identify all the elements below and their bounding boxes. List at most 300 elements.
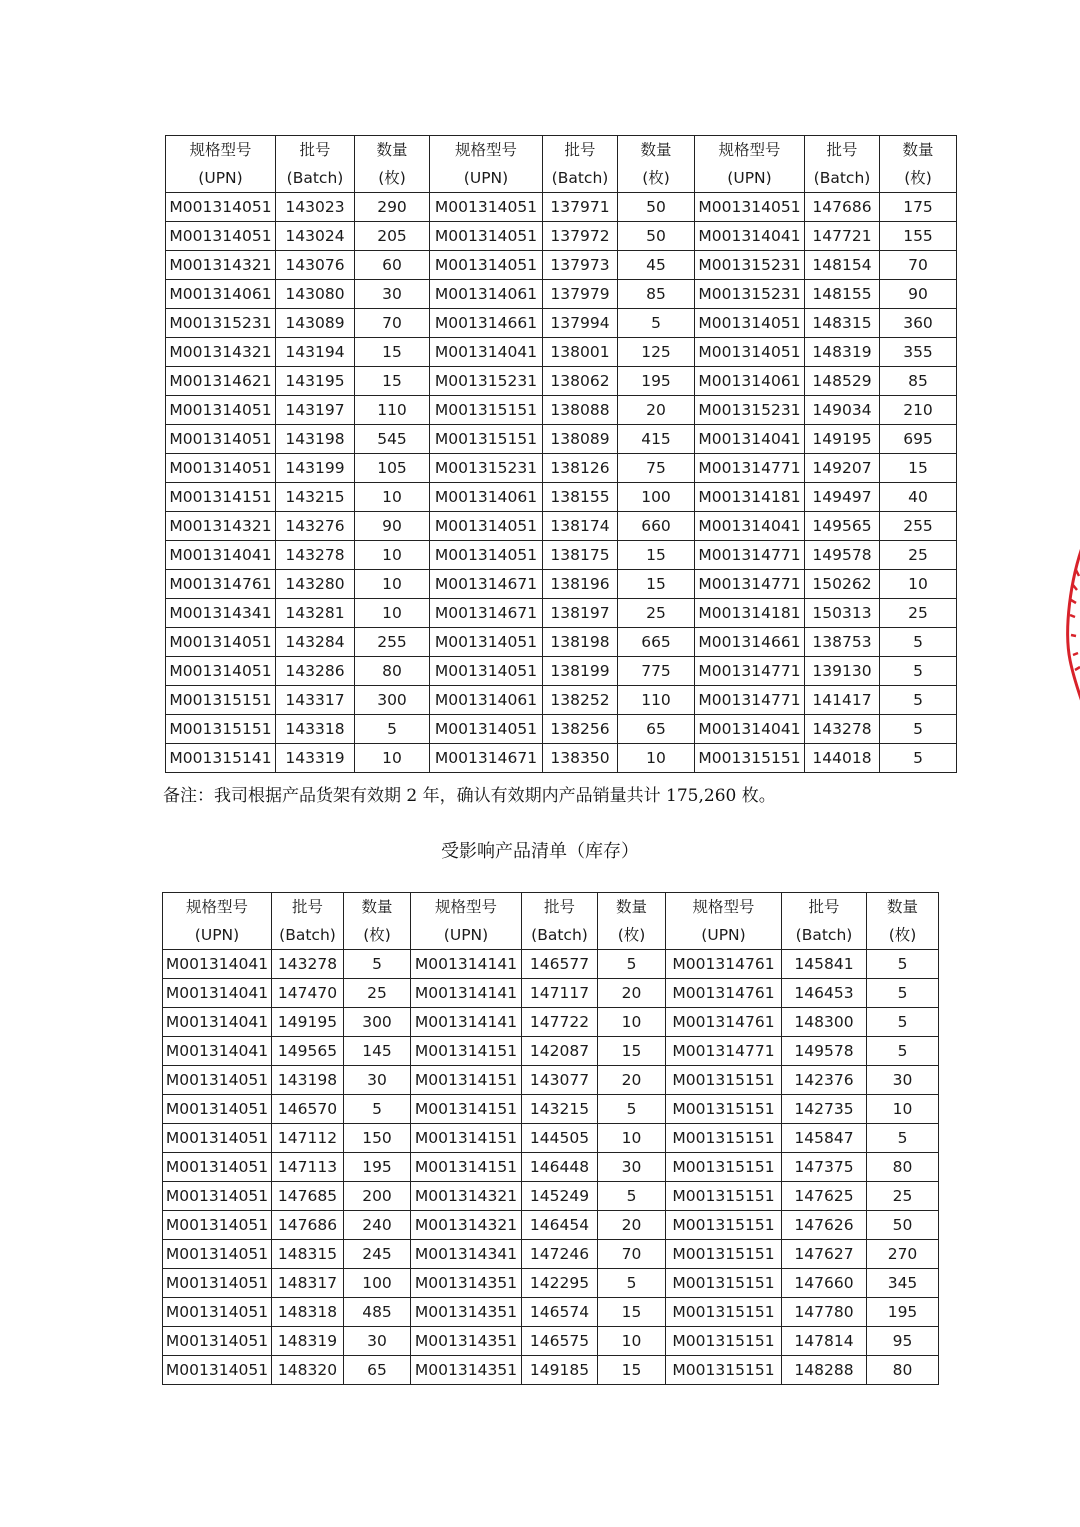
qty-cell: 65: [618, 715, 695, 744]
upn-cell: M001314761: [666, 1008, 782, 1037]
col-header-upn: 规格型号 (UPN): [163, 893, 272, 950]
qty-cell: 15: [598, 1037, 666, 1066]
batch-cell: 142735: [782, 1095, 867, 1124]
upn-cell: M001315151: [666, 1066, 782, 1095]
qty-cell: 10: [867, 1095, 939, 1124]
upn-cell: M001315151: [666, 1356, 782, 1385]
qty-cell: 10: [355, 570, 430, 599]
upn-cell: M001315151: [166, 686, 276, 715]
batch-cell: 143024: [276, 222, 355, 251]
table-row: [163, 1211, 939, 1240]
qty-cell: 665: [618, 628, 695, 657]
upn-cell: M001315231: [695, 280, 805, 309]
upn-cell: M001314771: [695, 686, 805, 715]
qty-cell: 85: [618, 280, 695, 309]
batch-cell: 143280: [276, 570, 355, 599]
qty-cell: 10: [880, 570, 957, 599]
upn-cell: M001314671: [430, 744, 543, 773]
qty-cell: 195: [618, 367, 695, 396]
batch-cell: 138256: [543, 715, 618, 744]
batch-cell: 143076: [276, 251, 355, 280]
qty-cell: 695: [880, 425, 957, 454]
upn-cell: M001314321: [166, 512, 276, 541]
batch-cell: 138753: [805, 628, 880, 657]
qty-cell: 15: [355, 338, 430, 367]
batch-cell: 148319: [805, 338, 880, 367]
qty-cell: 20: [598, 979, 666, 1008]
sales-table-body: [166, 193, 957, 773]
table-row: [163, 1182, 939, 1211]
table-row: [166, 454, 957, 483]
qty-cell: 5: [618, 309, 695, 338]
upn-cell: M001314051: [163, 1240, 272, 1269]
upn-cell: M001314041: [430, 338, 543, 367]
upn-cell: M001315151: [430, 425, 543, 454]
batch-cell: 147627: [782, 1240, 867, 1269]
upn-cell: M001314051: [163, 1356, 272, 1385]
qty-cell: 5: [598, 1095, 666, 1124]
qty-cell: 50: [618, 222, 695, 251]
qty-cell: 660: [618, 512, 695, 541]
upn-cell: M001314051: [430, 251, 543, 280]
batch-cell: 138252: [543, 686, 618, 715]
upn-cell: M001314761: [666, 979, 782, 1008]
upn-cell: M001314661: [430, 309, 543, 338]
col-header-qty: 数量 (枚): [880, 136, 957, 193]
qty-cell: 15: [618, 541, 695, 570]
batch-cell: 143195: [276, 367, 355, 396]
qty-cell: 10: [355, 599, 430, 628]
upn-cell: M001314761: [666, 950, 782, 979]
table-row: [163, 950, 939, 979]
table-row: [163, 1066, 939, 1095]
batch-cell: 148154: [805, 251, 880, 280]
upn-cell: M001314051: [695, 193, 805, 222]
qty-cell: 360: [880, 309, 957, 338]
upn-cell: M001314051: [430, 628, 543, 657]
batch-cell: 146454: [522, 1211, 598, 1240]
upn-cell: M001314771: [695, 570, 805, 599]
qty-cell: 195: [867, 1298, 939, 1327]
upn-cell: M001314051: [163, 1095, 272, 1124]
col-header-qty: 数量 (枚): [355, 136, 430, 193]
col-header-upn: 规格型号 (UPN): [666, 893, 782, 950]
batch-cell: 147721: [805, 222, 880, 251]
inventory-table: [162, 892, 939, 1385]
qty-cell: 90: [355, 512, 430, 541]
upn-cell: M001314061: [695, 367, 805, 396]
batch-cell: 138089: [543, 425, 618, 454]
upn-cell: M001314351: [411, 1356, 522, 1385]
upn-cell: M001314771: [695, 657, 805, 686]
upn-cell: M001314041: [695, 425, 805, 454]
upn-cell: M001314351: [411, 1327, 522, 1356]
qty-cell: 45: [618, 251, 695, 280]
col-header-upn: 规格型号 (UPN): [166, 136, 276, 193]
batch-cell: 143198: [272, 1066, 344, 1095]
batch-cell: 143198: [276, 425, 355, 454]
batch-cell: 149565: [272, 1037, 344, 1066]
upn-cell: M001314051: [430, 715, 543, 744]
upn-cell: M001314051: [163, 1211, 272, 1240]
batch-cell: 143278: [276, 541, 355, 570]
col-header-batch: 批号 (Batch): [272, 893, 344, 950]
qty-cell: 30: [355, 280, 430, 309]
upn-cell: M001314051: [163, 1182, 272, 1211]
batch-cell: 143278: [805, 715, 880, 744]
table-row: [166, 193, 957, 222]
batch-cell: 144018: [805, 744, 880, 773]
batch-cell: 149034: [805, 396, 880, 425]
inventory-table-body: [163, 950, 939, 1385]
upn-cell: M001314141: [411, 1008, 522, 1037]
upn-cell: M001315231: [695, 396, 805, 425]
qty-cell: 30: [344, 1327, 411, 1356]
batch-cell: 143317: [276, 686, 355, 715]
upn-cell: M001314351: [411, 1269, 522, 1298]
qty-cell: 255: [355, 628, 430, 657]
qty-cell: 5: [598, 950, 666, 979]
table-row: [163, 1153, 939, 1182]
qty-cell: 15: [355, 367, 430, 396]
batch-cell: 143077: [522, 1066, 598, 1095]
upn-cell: M001314151: [166, 483, 276, 512]
batch-cell: 149207: [805, 454, 880, 483]
qty-cell: 25: [880, 599, 957, 628]
batch-cell: 145841: [782, 950, 867, 979]
upn-cell: M001314181: [695, 483, 805, 512]
upn-cell: M001314341: [166, 599, 276, 628]
upn-cell: M001314051: [163, 1124, 272, 1153]
table-row: [166, 715, 957, 744]
upn-cell: M001315151: [666, 1269, 782, 1298]
batch-cell: 141417: [805, 686, 880, 715]
upn-cell: M001314051: [430, 222, 543, 251]
qty-cell: 200: [344, 1182, 411, 1211]
batch-cell: 138062: [543, 367, 618, 396]
upn-cell: M001314051: [695, 309, 805, 338]
table-row: [166, 570, 957, 599]
batch-cell: 138001: [543, 338, 618, 367]
inventory-table-header: [163, 893, 939, 950]
qty-cell: 195: [344, 1153, 411, 1182]
qty-cell: 70: [355, 309, 430, 338]
qty-cell: 5: [880, 744, 957, 773]
seal-ring: [1068, 542, 1080, 708]
table-row: [166, 512, 957, 541]
upn-cell: M001314761: [166, 570, 276, 599]
batch-cell: 147375: [782, 1153, 867, 1182]
upn-cell: M001314621: [166, 367, 276, 396]
qty-cell: 355: [880, 338, 957, 367]
upn-cell: M001314041: [163, 950, 272, 979]
batch-cell: 143319: [276, 744, 355, 773]
batch-cell: 138175: [543, 541, 618, 570]
qty-cell: 775: [618, 657, 695, 686]
upn-cell: M001314771: [695, 454, 805, 483]
col-header-batch: 批号 (Batch): [522, 893, 598, 950]
batch-cell: 147113: [272, 1153, 344, 1182]
upn-cell: M001314351: [411, 1298, 522, 1327]
batch-cell: 149565: [805, 512, 880, 541]
batch-cell: 147117: [522, 979, 598, 1008]
upn-cell: M001314671: [430, 599, 543, 628]
batch-cell: 143215: [276, 483, 355, 512]
batch-cell: 137971: [543, 193, 618, 222]
upn-cell: M001314341: [411, 1240, 522, 1269]
batch-cell: 149578: [805, 541, 880, 570]
table-row: [166, 222, 957, 251]
table-row: [166, 628, 957, 657]
qty-cell: 60: [355, 251, 430, 280]
upn-cell: M001314051: [166, 425, 276, 454]
batch-cell: 143281: [276, 599, 355, 628]
upn-cell: M001315141: [166, 744, 276, 773]
batch-cell: 148315: [272, 1240, 344, 1269]
batch-cell: 145847: [782, 1124, 867, 1153]
batch-cell: 143215: [522, 1095, 598, 1124]
upn-cell: M001315151: [695, 744, 805, 773]
upn-cell: M001314771: [666, 1037, 782, 1066]
qty-cell: 110: [618, 686, 695, 715]
table-row: [166, 425, 957, 454]
upn-cell: M001314661: [695, 628, 805, 657]
upn-cell: M001314051: [163, 1298, 272, 1327]
qty-cell: 100: [618, 483, 695, 512]
qty-cell: 10: [598, 1327, 666, 1356]
qty-cell: 485: [344, 1298, 411, 1327]
table-row: [163, 1124, 939, 1153]
upn-cell: M001314041: [695, 512, 805, 541]
qty-cell: 85: [880, 367, 957, 396]
table-row: [166, 251, 957, 280]
table-row: [163, 1008, 939, 1037]
qty-cell: 210: [880, 396, 957, 425]
batch-cell: 147625: [782, 1182, 867, 1211]
batch-cell: 149195: [805, 425, 880, 454]
batch-cell: 149195: [272, 1008, 344, 1037]
upn-cell: M001315151: [666, 1240, 782, 1269]
table-row: [166, 744, 957, 773]
upn-cell: M001314151: [411, 1124, 522, 1153]
qty-cell: 5: [344, 950, 411, 979]
upn-cell: M001314051: [695, 338, 805, 367]
qty-cell: 5: [867, 979, 939, 1008]
qty-cell: 100: [344, 1269, 411, 1298]
qty-cell: 20: [618, 396, 695, 425]
upn-cell: M001315151: [666, 1327, 782, 1356]
qty-cell: 300: [344, 1008, 411, 1037]
batch-cell: 138197: [543, 599, 618, 628]
table-row: [163, 979, 939, 1008]
batch-cell: 148529: [805, 367, 880, 396]
batch-cell: 149497: [805, 483, 880, 512]
col-header-batch: 批号 (Batch): [805, 136, 880, 193]
col-header-batch: 批号 (Batch): [276, 136, 355, 193]
upn-cell: M001314051: [163, 1066, 272, 1095]
qty-cell: 155: [880, 222, 957, 251]
batch-cell: 147686: [272, 1211, 344, 1240]
batch-cell: 146570: [272, 1095, 344, 1124]
batch-cell: 143284: [276, 628, 355, 657]
batch-cell: 137972: [543, 222, 618, 251]
qty-cell: 75: [618, 454, 695, 483]
batch-cell: 149578: [782, 1037, 867, 1066]
batch-cell: 143194: [276, 338, 355, 367]
qty-cell: 145: [344, 1037, 411, 1066]
batch-cell: 146577: [522, 950, 598, 979]
batch-cell: 138088: [543, 396, 618, 425]
upn-cell: M001314051: [430, 193, 543, 222]
upn-cell: M001314321: [166, 338, 276, 367]
table-row: [166, 686, 957, 715]
qty-cell: 245: [344, 1240, 411, 1269]
upn-cell: M001314041: [166, 541, 276, 570]
sales-table-header: [166, 136, 957, 193]
upn-cell: M001314181: [695, 599, 805, 628]
batch-cell: 138199: [543, 657, 618, 686]
batch-cell: 147686: [805, 193, 880, 222]
table-row: [163, 1298, 939, 1327]
table-row: [163, 1037, 939, 1066]
upn-cell: M001315151: [166, 715, 276, 744]
qty-cell: 5: [344, 1095, 411, 1124]
qty-cell: 110: [355, 396, 430, 425]
qty-cell: 10: [355, 744, 430, 773]
qty-cell: 175: [880, 193, 957, 222]
batch-cell: 147780: [782, 1298, 867, 1327]
qty-cell: 5: [867, 1037, 939, 1066]
qty-cell: 50: [867, 1211, 939, 1240]
upn-cell: M001315151: [666, 1182, 782, 1211]
upn-cell: M001314041: [163, 1037, 272, 1066]
qty-cell: 5: [355, 715, 430, 744]
qty-cell: 30: [867, 1066, 939, 1095]
qty-cell: 10: [598, 1124, 666, 1153]
table-row: [166, 367, 957, 396]
upn-cell: M001314151: [411, 1037, 522, 1066]
qty-cell: 15: [618, 570, 695, 599]
table-row: [166, 657, 957, 686]
batch-cell: 147112: [272, 1124, 344, 1153]
batch-cell: 147626: [782, 1211, 867, 1240]
inventory-title: 受影响产品清单（库存）: [441, 841, 639, 862]
upn-cell: M001314041: [695, 715, 805, 744]
col-header-upn: 规格型号 (UPN): [695, 136, 805, 193]
qty-cell: 65: [344, 1356, 411, 1385]
table-row: [166, 309, 957, 338]
qty-cell: 10: [355, 483, 430, 512]
qty-cell: 25: [867, 1182, 939, 1211]
seal-edge-graphic: [1056, 540, 1080, 710]
upn-cell: M001314051: [166, 454, 276, 483]
batch-cell: 143276: [276, 512, 355, 541]
batch-cell: 142087: [522, 1037, 598, 1066]
qty-cell: 205: [355, 222, 430, 251]
qty-cell: 150: [344, 1124, 411, 1153]
batch-cell: 147470: [272, 979, 344, 1008]
sales-table: [165, 135, 957, 773]
qty-cell: 5: [880, 715, 957, 744]
batch-cell: 148300: [782, 1008, 867, 1037]
batch-cell: 137994: [543, 309, 618, 338]
batch-cell: 137979: [543, 280, 618, 309]
table-row: [166, 541, 957, 570]
upn-cell: M001315151: [430, 396, 543, 425]
qty-cell: 5: [598, 1269, 666, 1298]
batch-cell: 138198: [543, 628, 618, 657]
qty-cell: 25: [344, 979, 411, 1008]
batch-cell: 146448: [522, 1153, 598, 1182]
qty-cell: 30: [344, 1066, 411, 1095]
batch-cell: 138196: [543, 570, 618, 599]
qty-cell: 15: [880, 454, 957, 483]
upn-cell: M001315151: [666, 1298, 782, 1327]
qty-cell: 15: [598, 1298, 666, 1327]
batch-cell: 138174: [543, 512, 618, 541]
batch-cell: 143089: [276, 309, 355, 338]
table-row: [163, 1356, 939, 1385]
upn-cell: M001314321: [411, 1182, 522, 1211]
qty-cell: 5: [867, 950, 939, 979]
batch-cell: 145249: [522, 1182, 598, 1211]
qty-cell: 40: [880, 483, 957, 512]
qty-cell: 25: [880, 541, 957, 570]
qty-cell: 5: [880, 657, 957, 686]
upn-cell: M001315231: [430, 367, 543, 396]
qty-cell: 290: [355, 193, 430, 222]
upn-cell: M001314051: [430, 512, 543, 541]
batch-cell: 150313: [805, 599, 880, 628]
batch-cell: 148318: [272, 1298, 344, 1327]
upn-cell: M001314061: [430, 686, 543, 715]
upn-cell: M001314051: [166, 396, 276, 425]
table-row: [163, 1269, 939, 1298]
table-row: [163, 1327, 939, 1356]
upn-cell: M001314051: [166, 193, 276, 222]
qty-cell: 255: [880, 512, 957, 541]
qty-cell: 10: [598, 1008, 666, 1037]
col-header-qty: 数量 (枚): [598, 893, 666, 950]
qty-cell: 10: [618, 744, 695, 773]
batch-cell: 143199: [276, 454, 355, 483]
col-header-batch: 批号 (Batch): [782, 893, 867, 950]
qty-cell: 70: [880, 251, 957, 280]
qty-cell: 10: [355, 541, 430, 570]
batch-cell: 147685: [272, 1182, 344, 1211]
batch-cell: 146453: [782, 979, 867, 1008]
batch-cell: 150262: [805, 570, 880, 599]
upn-cell: M001314051: [163, 1327, 272, 1356]
table-row: [166, 338, 957, 367]
upn-cell: M001314051: [166, 222, 276, 251]
qty-cell: 15: [598, 1356, 666, 1385]
upn-cell: M001314061: [430, 280, 543, 309]
upn-cell: M001314151: [411, 1095, 522, 1124]
upn-cell: M001315151: [666, 1153, 782, 1182]
upn-cell: M001314051: [163, 1153, 272, 1182]
qty-cell: 5: [598, 1182, 666, 1211]
batch-cell: 143278: [272, 950, 344, 979]
batch-cell: 142376: [782, 1066, 867, 1095]
batch-cell: 149185: [522, 1356, 598, 1385]
batch-cell: 137973: [543, 251, 618, 280]
batch-cell: 148319: [272, 1327, 344, 1356]
batch-cell: 143318: [276, 715, 355, 744]
table-row: [163, 1095, 939, 1124]
batch-cell: 143197: [276, 396, 355, 425]
qty-cell: 80: [867, 1356, 939, 1385]
